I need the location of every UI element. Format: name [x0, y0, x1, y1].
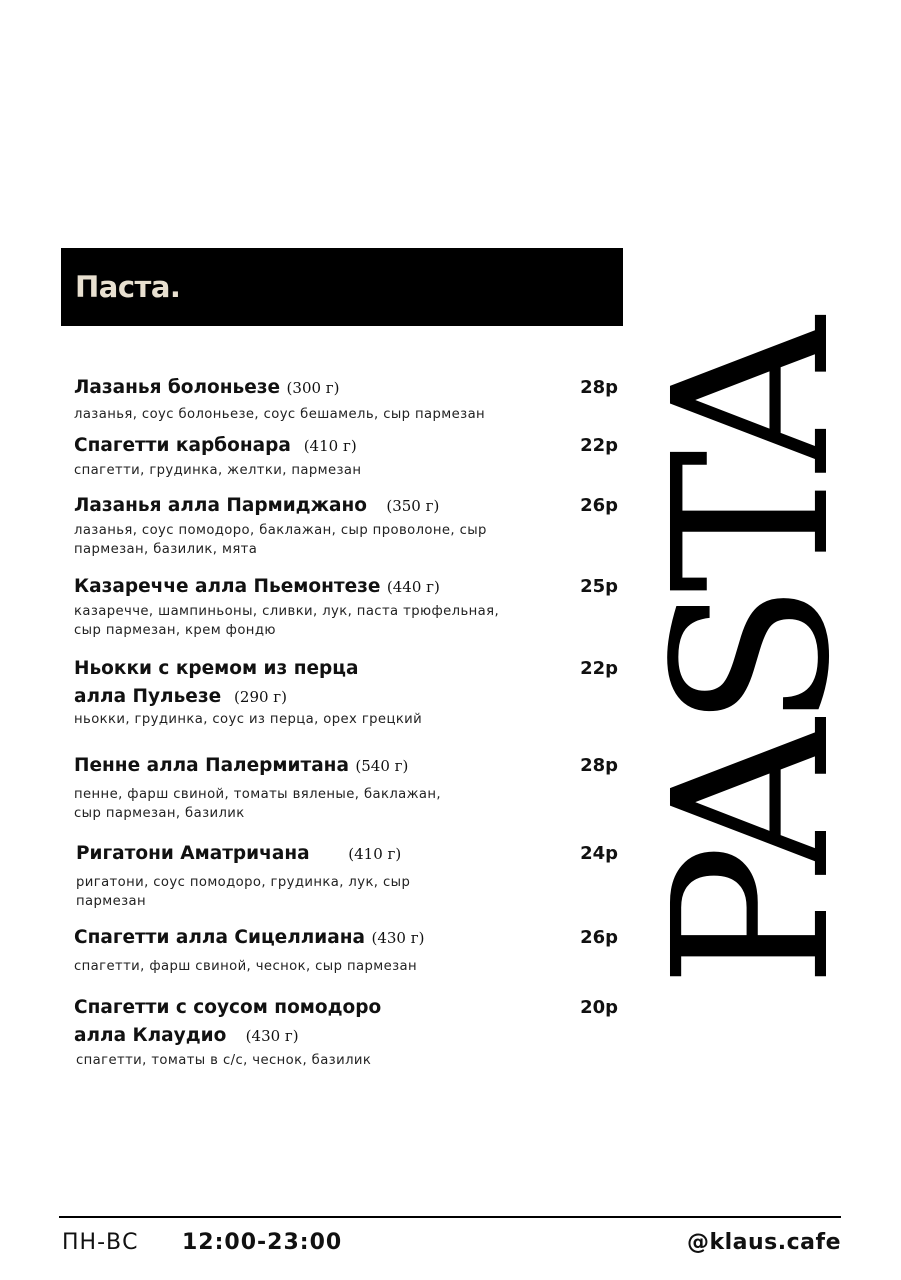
section-header-bar — [61, 248, 623, 326]
item-description: лазанья, соус помодоро, баклажан, сыр проволоне, сыр пармезан, базилик, мята — [74, 523, 487, 557]
item-description: спагетти, томаты в с/с, чеснок, базилик — [76, 1053, 372, 1068]
item-description: спагетти, фарш свиной, чеснок, сыр пармезан — [74, 959, 418, 974]
item-price: 25р — [580, 576, 618, 597]
item-weight: (430 г) — [371, 929, 425, 947]
item-name: Спагетти алла Сицеллиана (430 г) — [74, 927, 425, 948]
item-price: 22р — [580, 658, 618, 679]
item-description: ньокки, грудинка, соус из перца, орех грецкий — [74, 712, 423, 727]
item-name: Казаречче алла Пьемонтезе (440 г) — [74, 576, 440, 597]
item-description: ригатони, соус помодоро, грудинка, лук, сыр пармезан — [76, 875, 411, 909]
item-weight: (410 г) — [303, 437, 357, 455]
item-weight: (540 г) — [355, 757, 409, 775]
item-description: пенне, фарш свиной, томаты вяленые, баклажан, сыр пармезан, базилик — [74, 787, 442, 821]
item-name: Ньокки с кремом из перца алла Пульезе (290 г) — [74, 658, 359, 707]
footer-hours: 12:00-23:00 — [182, 1230, 343, 1255]
item-name: Лазанья алла Пармиджано (350 г) — [74, 495, 440, 516]
item-description: казаречче, шампиньоны, сливки, лук, паста трюфельная, сыр пармезан, крем фондю — [74, 604, 500, 638]
item-name: Ригатони Аматричана (410 г) — [76, 843, 402, 864]
section-title: Паста. — [75, 270, 181, 304]
item-weight: (350 г) — [386, 497, 440, 515]
item-price: 24р — [580, 843, 618, 864]
item-weight: (440 г) — [386, 578, 440, 596]
side-title-word: PASTA — [628, 326, 877, 988]
item-weight: (430 г) — [245, 1027, 299, 1045]
item-price: 28р — [580, 755, 618, 776]
footer-social-handle[interactable]: @klaus.cafe — [686, 1230, 841, 1255]
item-name: Спагетти карбонара (410 г) — [74, 435, 357, 456]
item-description: спагетти, грудинка, желтки, пармезан — [74, 463, 362, 478]
item-description: лазанья, соус болоньезе, соус бешамель, сыр пармезан — [74, 407, 486, 422]
item-price: 26р — [580, 927, 618, 948]
item-price: 20р — [580, 997, 618, 1018]
item-price: 22р — [580, 435, 618, 456]
footer-divider — [59, 1216, 841, 1218]
item-name: Лазанья болоньезе (300 г) — [74, 377, 340, 398]
item-name: Пенне алла Палермитана (540 г) — [74, 755, 409, 776]
item-name: Спагетти с соусом помодоро алла Клаудио (430 г) — [74, 997, 382, 1046]
item-price: 28р — [580, 377, 618, 398]
item-weight: (410 г) — [348, 845, 402, 863]
item-price: 26р — [580, 495, 618, 516]
footer-days: ПН-ВС — [62, 1230, 139, 1255]
item-weight: (300 г) — [286, 379, 340, 397]
item-weight: (290 г) — [234, 688, 288, 706]
